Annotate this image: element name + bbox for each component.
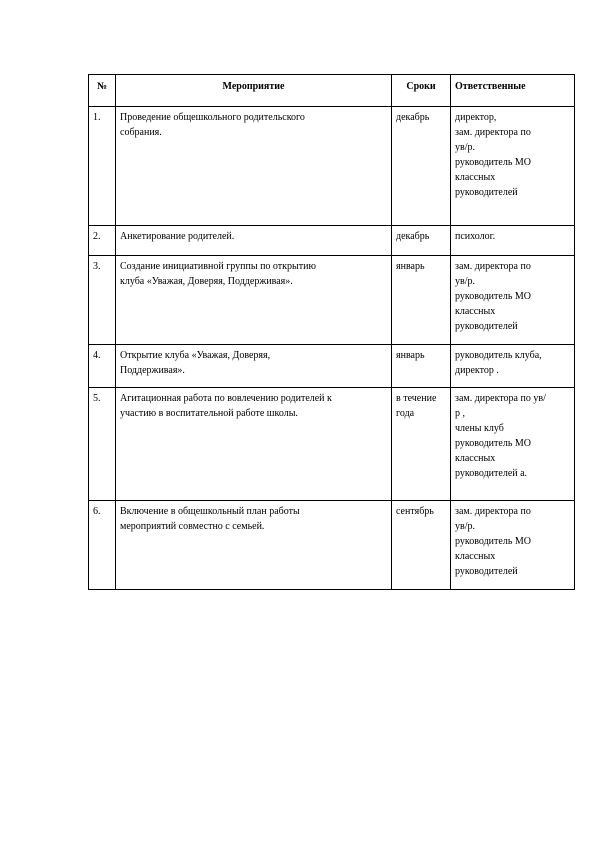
row-num [89, 256, 116, 345]
row-num-text: 1. [93, 112, 101, 123]
row-responsible [451, 388, 575, 501]
header-dates: Сроки [392, 75, 451, 107]
row-num [89, 345, 116, 388]
row-responsible-text: директор, зам. директора по ув/р. руководитель МО классных руководителей [455, 112, 531, 198]
row-dates-text: декабрь [396, 112, 430, 123]
table-row [89, 226, 575, 256]
row-event [116, 226, 392, 256]
row-event [116, 501, 392, 590]
table-row [89, 388, 575, 501]
row-dates [392, 256, 451, 345]
row-event-text: Открытие клуба «Уважая, Доверяя, Поддерживая». [120, 350, 271, 376]
row-dates [392, 345, 451, 388]
row-responsible [451, 345, 575, 388]
row-event [116, 256, 392, 345]
row-event [116, 388, 392, 501]
row-responsible [451, 256, 575, 345]
header-responsible: Ответственные [451, 75, 575, 107]
row-responsible-text: психолог. [455, 231, 496, 242]
row-event-text: Агитационная работа по вовлечению родителей к участию в воспитательной работе школы. [120, 393, 332, 419]
row-dates [392, 226, 451, 256]
row-responsible-text: руководитель клуба, директор . [455, 350, 542, 376]
table-row [89, 345, 575, 388]
row-event [116, 345, 392, 388]
row-responsible-text: зам. директора по ув/р. руководитель МО классных руководителей [455, 261, 531, 332]
row-event-text: Включение в общешкольный план работы мероприятий совместно с семьей. [120, 506, 300, 532]
row-num [89, 107, 116, 226]
header-num: № [89, 75, 116, 107]
row-responsible [451, 501, 575, 590]
table-row [89, 501, 575, 590]
row-dates-text: в течение года [396, 393, 437, 419]
header-event: Мероприятие [116, 75, 392, 107]
row-dates [392, 388, 451, 501]
table-header-row [89, 75, 575, 107]
row-num [89, 388, 116, 501]
events-table [88, 74, 575, 590]
row-num-text: 3. [93, 261, 101, 272]
row-dates-text: декабрь [396, 231, 430, 242]
table-row [89, 256, 575, 345]
row-responsible [451, 107, 575, 226]
row-dates-text: январь [396, 350, 425, 361]
row-responsible-text: зам. директора по ув/ р , члены клуб руководитель МО классных руководителей а. [455, 393, 546, 479]
row-num-text: 2. [93, 231, 101, 242]
row-event [116, 107, 392, 226]
row-event-text: Анкетирование родителей. [120, 231, 235, 242]
row-responsible-text: зам. директора по ув/р. руководитель МО классных руководителей [455, 506, 531, 577]
row-num-text: 5. [93, 393, 101, 404]
row-num-text: 6. [93, 506, 101, 517]
row-dates [392, 501, 451, 590]
row-num [89, 226, 116, 256]
row-event-text: Проведение общешкольного родительского собрания. [120, 112, 305, 138]
row-num-text: 4. [93, 350, 101, 361]
row-event-text: Создание инициативной группы по открытию клуба «Уважая, Доверяя, Поддерживая». [120, 261, 316, 287]
row-dates-text: сентябрь [396, 506, 434, 517]
row-dates [392, 107, 451, 226]
row-dates-text: январь [396, 261, 425, 272]
table-row [89, 107, 575, 226]
row-num [89, 501, 116, 590]
row-responsible [451, 226, 575, 256]
